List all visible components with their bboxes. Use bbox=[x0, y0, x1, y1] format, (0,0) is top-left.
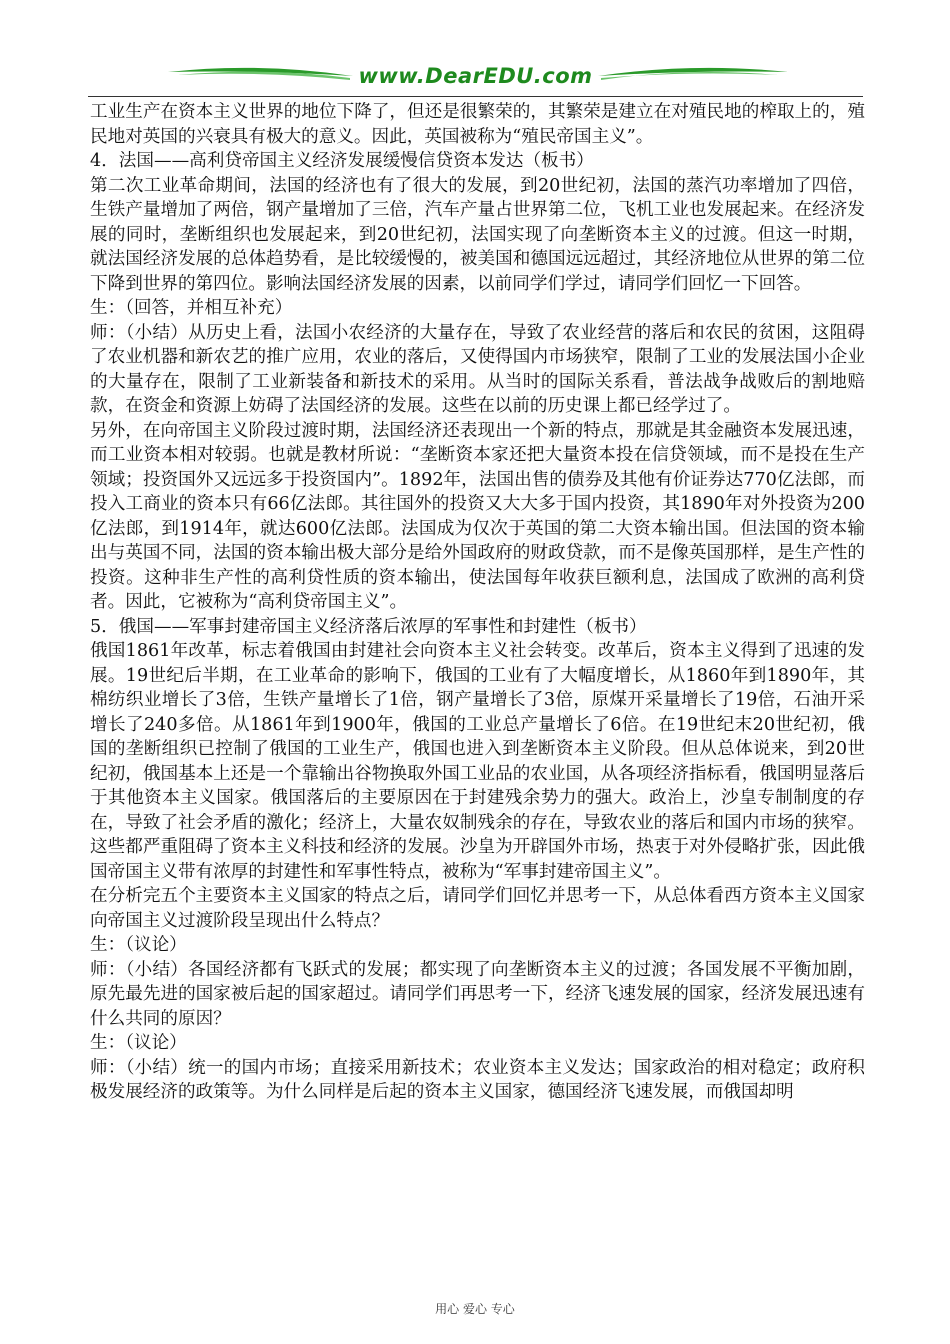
paragraph: 第二次工业革命期间，法国的经济也有了很大的发展，到20世纪初，法国的蒸汽功率增加了四倍，生铁产量增加了两倍，钢产量增加了三倍，汽车产量占世界第二位，飞机工业也发展起来。在经济发展的同时，垄断组织也发展起来，到20世纪初，法国实现了向垄断资本主义的过渡。但这一时期，就法国经济发展的总体趋势看，是比较缓慢的，被美国和德国远远超过，其经济地位从世界的第二位下降到世界的第四位。影响法国经济发展的因素，以前同学们学过，请同学们回忆一下回答。 bbox=[90, 175, 865, 294]
paragraph: 俄国1861年改革，标志着俄国由封建社会向资本主义社会转变。改革后，资本主义得到了迅速的发展。19世纪后半期，在工业革命的影响下，俄国的工业有了大幅度增长，从1860年到1890年，其棉纺织业增长了3倍，生铁产量增长了1倍，钢产量增长了3倍，原煤开采量增长了19倍，石油开采增长了240多倍。从1861年到1900年，俄国的工业总产量增长了6倍。在19世纪末20世纪初，俄国的垄断组织已控制了俄国的工业生产，俄国也进入到垄断资本主义阶段。但从总体说来，到20世纪初，俄国基本上还是一个靠输出谷物换取外国工业品的农业国，从各项经济指标看，俄国明显落后于其他资本主义国家。俄国落后的主要原因在于封建残余势力的强大。政治上，沙皇专制制度的存在，导致了社会矛盾的激化；经济上，大量农奴制残余的存在，导致农业的落后和国内市场的狭窄。这些都严重阻碍了资本主义科技和经济的发展。沙皇为开辟国外市场，热衷于对外侵略扩张，因此俄国帝国主义带有浓厚的封建性和军事性特点，被称为“军事封建帝国主义”。 bbox=[90, 641, 865, 882]
site-header bbox=[88, 58, 863, 98]
paragraph: 在分析完五个主要资本主义国家的特点之后，请同学们回忆并思考一下，从总体看西方资本主义国家向帝国主义过渡阶段呈现出什么特点？ bbox=[90, 886, 865, 931]
document-body bbox=[90, 100, 865, 1105]
site-logo[interactable]: www.DearEDU.com bbox=[358, 64, 593, 88]
header-divider bbox=[88, 96, 863, 97]
teacher-summary: 师：（小结）各国经济都有飞跃式的发展；都实现了向垄断资本主义的过渡；各国发展不平衡加剧，原先最先进的国家被后起的国家超过。请同学们再思考一下，经济飞速发展的国家，经济发展迅速有什么共同的原因？ bbox=[90, 959, 865, 1029]
teacher-summary: 师：（小结）从历史上看，法国小农经济的大量存在，导致了农业经营的落后和农民的贫困，这阻碍了农业机器和新农艺的推广应用，农业的落后，又使得国内市场狭窄，限制了工业的发展法国小企业的大量存在，限制了工业新装备和新技术的采用。从当时的国际关系看，普法战争战败后的割地赔款，在资金和资源上妨碍了法国经济的发展。这些在以前的历史课上都已经学过了。 bbox=[90, 322, 865, 416]
page-footer: 用心 爱心 专心 bbox=[435, 1302, 515, 1316]
section-heading: 5．俄国——军事封建帝国主义经济落后浓厚的军事性和封建性（板书） bbox=[90, 616, 647, 637]
paragraph: 工业生产在资本主义世界的地位下降了，但还是很繁荣的，其繁荣是建立在对殖民地的榨取上的，殖民地对英国的兴衰具有极大的意义。因此，英国被称为“殖民帝国主义”。 bbox=[90, 102, 865, 147]
teacher-summary: 师：（小结）统一的国内市场；直接采用新技术；农业资本主义发达；国家政治的相对稳定；政府积极发展经济的政策等。为什么同样是后起的资本主义国家，德国经济飞速发展，而俄国却明 bbox=[90, 1057, 865, 1102]
student-line: 生：（回答，并相互补充） bbox=[90, 298, 293, 318]
student-line: 生：（议论） bbox=[90, 935, 187, 955]
section-heading: 4．法国——高利贷帝国主义经济发展缓慢信贷资本发达（板书） bbox=[90, 151, 594, 171]
student-line: 生：（议论） bbox=[90, 1033, 187, 1053]
paragraph: 另外，在向帝国主义阶段过渡时期，法国经济还表现出一个新的特点，那就是其金融资本发展迅速，而工业资本相对较弱。也就是教材所说：“垄断资本家还把大量资本投在信贷领域，而不是投在生产领域；投资国外又远远多于投资国内”。1892年，法国出售的债券及其他有价证券达770亿法郎，而投入工商业的资本只有66亿法郎。其往国外的投资又大大多于国内投资，其1890年对外投资为200亿法郎，到1914年，就达600亿法郎。法国成为仅次于英国的第二大资本输出国。但法国的资本输出与英国不同，法国的资本输出极大部分是给外国政府的财政贷款，而不是像英国那样，是生产性的投资。这种非生产性的高利贷性质的资本输出，使法国每年收获巨额利息，法国成了欧洲的高利贷者。因此，它被称为“高利贷帝国主义”。 bbox=[90, 420, 865, 612]
